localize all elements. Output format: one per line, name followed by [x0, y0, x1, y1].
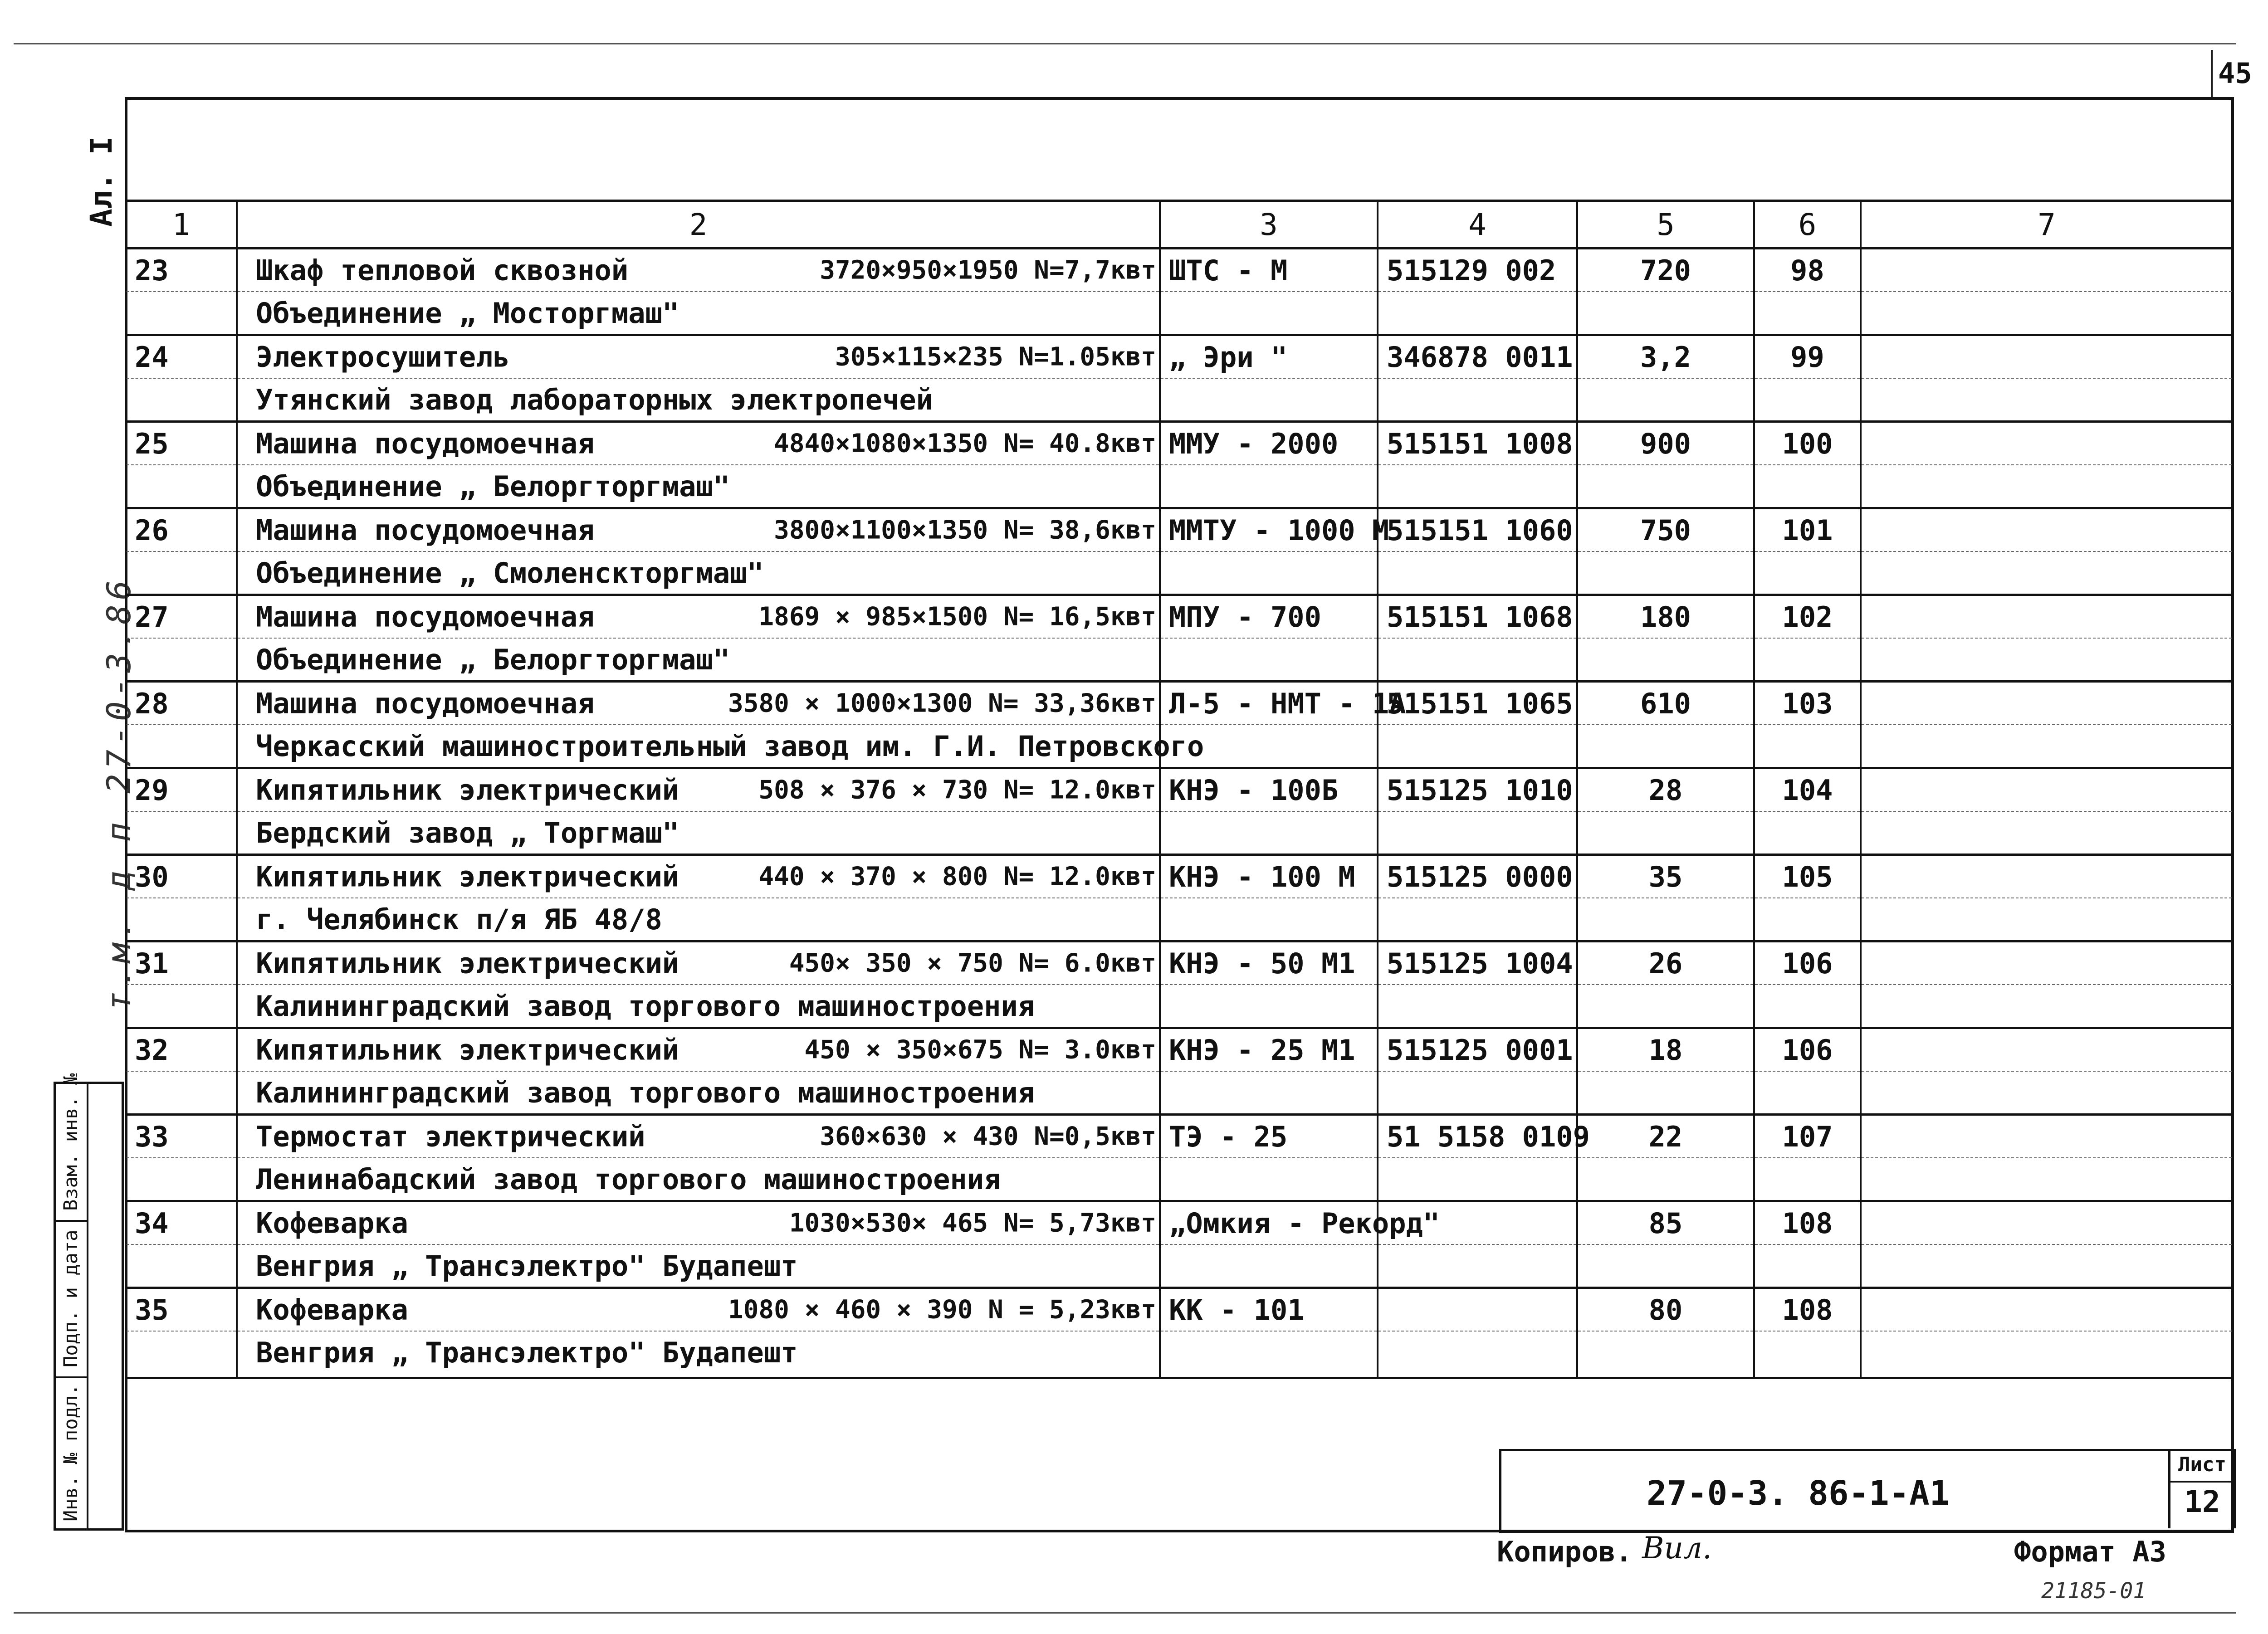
item-number: 29: [126, 768, 237, 812]
empty-cell: [1861, 1158, 2233, 1201]
item-position: 98: [1754, 249, 1861, 292]
empty-cell: [1754, 378, 1861, 422]
album-label: Ал. I: [84, 137, 119, 227]
col-header-3: 3: [1160, 201, 1378, 249]
empty-cell: [126, 898, 237, 941]
table-row-manufacturer: [126, 1071, 2233, 1115]
table-row-blank: [126, 1373, 2233, 1378]
side-stamp-divider-a: [56, 1220, 87, 1222]
table-row-manufacturer: [126, 985, 2233, 1028]
item-note: [1861, 249, 2233, 292]
format-label: Формат А3: [2014, 1535, 2166, 1568]
item-price: 35: [1577, 855, 1754, 898]
item-model: ММУ - 2000: [1160, 422, 1378, 465]
item-spec: 450× 350 × 750 N= 6.0квт: [789, 948, 1156, 978]
item-name-text: Кипятильник электрический: [256, 773, 679, 807]
item-manufacturer: Ленинабадский завод торгового машиностроения: [237, 1158, 1160, 1201]
item-price: 85: [1577, 1201, 1754, 1245]
empty-cell: [1577, 378, 1754, 422]
table-row: [126, 335, 2233, 379]
item-name: [237, 1115, 1160, 1158]
item-model: КК - 101: [1160, 1288, 1378, 1332]
empty-cell: [1378, 1331, 1577, 1373]
item-note: [1861, 422, 2233, 465]
empty-cell: [126, 725, 237, 768]
item-spec: 4840×1080×1350 N= 40.8квт: [774, 429, 1156, 458]
empty-cell: [126, 465, 237, 508]
page-number: 45: [2218, 57, 2252, 90]
table-row: [126, 422, 2233, 465]
item-name-text: Кофеварка: [256, 1206, 408, 1240]
empty-cell: [1861, 1373, 2233, 1378]
empty-cell: [1577, 638, 1754, 682]
item-number: 26: [126, 508, 237, 552]
item-manufacturer: Объединение „ Белоргторгмаш": [237, 465, 1160, 508]
item-spec: 1030×530× 465 N= 5,73квт: [789, 1208, 1156, 1238]
empty-cell: [1754, 292, 1861, 335]
col-header-5: 5: [1577, 201, 1754, 249]
item-manufacturer: Калининградский завод торгового машиностроения: [237, 985, 1160, 1028]
item-name: [237, 1028, 1160, 1072]
empty-cell: [1861, 898, 2233, 941]
item-note: [1861, 855, 2233, 898]
empty-cell: [1160, 1158, 1378, 1201]
table-row: [126, 595, 2233, 639]
empty-cell: [1754, 1071, 1861, 1115]
table-row: [126, 941, 2233, 985]
empty-cell: [1861, 551, 2233, 595]
empty-cell: [1378, 292, 1577, 335]
empty-cell: [1378, 898, 1577, 941]
item-name-text: Электросушитель: [256, 340, 510, 374]
item-manufacturer: Бердский завод „ Торгмаш": [237, 811, 1160, 855]
item-spec: 440 × 370 × 800 N= 12.0квт: [758, 862, 1156, 892]
empty-cell: [1577, 811, 1754, 855]
table-row-manufacturer: [126, 292, 2233, 335]
item-position: 99: [1754, 335, 1861, 379]
table-row: [126, 1028, 2233, 1072]
table-row-manufacturer: [126, 551, 2233, 595]
item-price: 80: [1577, 1288, 1754, 1332]
item-position: 101: [1754, 508, 1861, 552]
item-manufacturer: Объединение „ Смоленскторгмаш": [237, 551, 1160, 595]
item-note: [1861, 335, 2233, 379]
item-name-text: Машина посудомоечная: [256, 427, 595, 460]
empty-cell: [126, 1331, 237, 1373]
item-name: [237, 422, 1160, 465]
item-spec: 508 × 376 × 730 N= 12.0квт: [758, 775, 1156, 805]
specification-table: [125, 200, 2234, 1379]
item-model: МПУ - 700: [1160, 595, 1378, 639]
document-code: 27-0-3. 86-1-А1: [1647, 1474, 1950, 1513]
item-model: ТЭ - 25: [1160, 1115, 1378, 1158]
item-manufacturer: Венгрия „ Трансэлектро" Будапешт: [237, 1244, 1160, 1288]
side-field-inventory: Инв. № подл.: [59, 1384, 82, 1522]
empty-cell: [1378, 638, 1577, 682]
side-stamp-divider: [87, 1084, 88, 1531]
item-name: [237, 855, 1160, 898]
item-name-text: Шкаф тепловой сквозной: [256, 254, 629, 287]
table-row: [126, 249, 2233, 292]
item-price: 720: [1577, 249, 1754, 292]
empty-cell: [237, 1373, 1160, 1378]
side-stamp-code: т.м. д п 27-0-3.86: [100, 576, 138, 1011]
item-note: [1861, 595, 2233, 639]
empty-cell: [126, 811, 237, 855]
item-model: КНЭ - 50 М1: [1160, 941, 1378, 985]
table-row-manufacturer: [126, 1244, 2233, 1288]
item-code: 515125 0001: [1378, 1028, 1577, 1072]
empty-cell: [1861, 292, 2233, 335]
archive-number: 21185-01: [2041, 1578, 2146, 1604]
copied-label: Копиров.: [1497, 1535, 1633, 1568]
item-spec: 3720×950×1950 N=7,7квт: [820, 255, 1156, 285]
empty-cell: [126, 1244, 237, 1288]
table-row: [126, 508, 2233, 552]
empty-cell: [1160, 292, 1378, 335]
item-number: 23: [126, 249, 237, 292]
sheet-number: 12: [2184, 1484, 2220, 1519]
item-price: 180: [1577, 595, 1754, 639]
empty-cell: [1160, 898, 1378, 941]
empty-cell: [1577, 1071, 1754, 1115]
empty-cell: [1160, 638, 1378, 682]
item-note: [1861, 1115, 2233, 1158]
empty-cell: [1754, 638, 1861, 682]
item-model: КНЭ - 25 М1: [1160, 1028, 1378, 1072]
item-code: 515129 002: [1378, 249, 1577, 292]
item-position: 108: [1754, 1201, 1861, 1245]
empty-cell: [1160, 1244, 1378, 1288]
item-price: 3,2: [1577, 335, 1754, 379]
empty-cell: [1861, 985, 2233, 1028]
item-name-text: Кипятильник электрический: [256, 860, 679, 893]
item-note: [1861, 1288, 2233, 1332]
item-number: 25: [126, 422, 237, 465]
item-spec: 3580 × 1000×1300 N= 33,36квт: [728, 688, 1156, 718]
copied-signature: Вил.: [1642, 1531, 1712, 1566]
empty-cell: [1577, 1373, 1754, 1378]
empty-cell: [1378, 1244, 1577, 1288]
item-number: 30: [126, 855, 237, 898]
item-spec: 305×115×235 N=1.05квт: [835, 342, 1156, 372]
item-note: [1861, 1028, 2233, 1072]
item-spec: 360×630 × 430 N=0,5квт: [820, 1122, 1156, 1151]
item-name-text: Термостат электрический: [256, 1120, 645, 1153]
empty-cell: [1754, 985, 1861, 1028]
header-row: [126, 201, 2233, 249]
empty-cell: [1861, 378, 2233, 422]
empty-cell: [126, 551, 237, 595]
item-position: 107: [1754, 1115, 1861, 1158]
side-stamp-box: [54, 1073, 124, 1531]
item-position: 104: [1754, 768, 1861, 812]
item-number: 24: [126, 335, 237, 379]
empty-cell: [1378, 465, 1577, 508]
item-model: Л-5 - НМТ - 1А: [1160, 682, 1378, 725]
item-manufacturer: Утянский завод лабораторных электропечей: [237, 378, 1160, 422]
item-manufacturer: Черкасский машиностроительный завод им. Г.И. Петровского: [237, 725, 1160, 768]
item-number: 34: [126, 1201, 237, 1245]
item-model: КНЭ - 100 М: [1160, 855, 1378, 898]
item-name-text: Кофеварка: [256, 1293, 408, 1327]
empty-cell: [1754, 1244, 1861, 1288]
empty-cell: [1378, 811, 1577, 855]
item-name-text: Кипятильник электрический: [256, 1033, 679, 1067]
empty-cell: [1160, 1071, 1378, 1115]
col-header-1: 1: [126, 201, 237, 249]
empty-cell: [1378, 985, 1577, 1028]
empty-cell: [1577, 1158, 1754, 1201]
empty-cell: [1378, 1071, 1577, 1115]
empty-cell: [1160, 985, 1378, 1028]
item-price: 900: [1577, 422, 1754, 465]
item-name: [237, 249, 1160, 292]
sheet-box: [2168, 1449, 2236, 1528]
empty-cell: [1861, 1071, 2233, 1115]
table-row-manufacturer: [126, 378, 2233, 422]
item-name-text: Кипятильник электрический: [256, 946, 679, 980]
item-name: [237, 1201, 1160, 1245]
frame-top: [125, 97, 2234, 100]
empty-cell: [1160, 551, 1378, 595]
item-position: 105: [1754, 855, 1861, 898]
item-name: [237, 941, 1160, 985]
item-name-text: Машина посудомоечная: [256, 687, 595, 720]
empty-cell: [126, 292, 237, 335]
empty-cell: [1577, 898, 1754, 941]
empty-cell: [1577, 551, 1754, 595]
empty-cell: [1378, 1373, 1577, 1378]
item-price: 18: [1577, 1028, 1754, 1072]
empty-cell: [1378, 378, 1577, 422]
empty-cell: [1754, 725, 1861, 768]
item-model: ММТУ - 1000 М: [1160, 508, 1378, 552]
empty-cell: [1378, 551, 1577, 595]
item-spec: 450 × 350×675 N= 3.0квт: [804, 1035, 1156, 1065]
empty-cell: [1160, 1331, 1378, 1373]
empty-cell: [1754, 811, 1861, 855]
side-field-replaced: Взам. инв. №: [59, 1073, 82, 1211]
item-manufacturer: Объединение „ Белоргторгмаш": [237, 638, 1160, 682]
col-header-6: 6: [1754, 201, 1861, 249]
item-model: ШТС - М: [1160, 249, 1378, 292]
item-code: 515151 1060: [1378, 508, 1577, 552]
empty-cell: [126, 1158, 237, 1201]
item-spec: 1869 × 985×1500 N= 16,5квт: [758, 602, 1156, 632]
item-code: 515151 1068: [1378, 595, 1577, 639]
item-code: 51 5158 0109: [1378, 1115, 1577, 1158]
col-header-7: 7: [1861, 201, 2233, 249]
title-block: [1499, 1449, 2234, 1533]
table-row-manufacturer: [126, 725, 2233, 768]
empty-cell: [1577, 1331, 1754, 1373]
item-manufacturer: Объединение „ Мосторгмаш": [237, 292, 1160, 335]
item-number: 33: [126, 1115, 237, 1158]
empty-cell: [1861, 1331, 2233, 1373]
empty-cell: [1577, 465, 1754, 508]
table-row: [126, 855, 2233, 898]
item-name: [237, 335, 1160, 379]
empty-cell: [1160, 1373, 1378, 1378]
item-number: 31: [126, 941, 237, 985]
empty-cell: [1754, 1331, 1861, 1373]
item-name: [237, 768, 1160, 812]
empty-cell: [1861, 725, 2233, 768]
empty-cell: [1861, 811, 2233, 855]
scan-edge-right: [2211, 50, 2213, 100]
item-number: 28: [126, 682, 237, 725]
empty-cell: [126, 985, 237, 1028]
table-row-manufacturer: [126, 898, 2233, 941]
side-stamp-divider-b: [56, 1376, 87, 1378]
empty-cell: [1861, 638, 2233, 682]
empty-cell: [1160, 378, 1378, 422]
item-manufacturer: Венгрия „ Трансэлектро" Будапешт: [237, 1331, 1160, 1373]
item-position: 106: [1754, 1028, 1861, 1072]
item-price: 26: [1577, 941, 1754, 985]
item-model: „Омкия - Рекорд": [1160, 1201, 1378, 1245]
table-row-manufacturer: [126, 1158, 2233, 1201]
item-note: [1861, 682, 2233, 725]
empty-cell: [1754, 465, 1861, 508]
empty-cell: [1378, 725, 1577, 768]
table-row-manufacturer: [126, 638, 2233, 682]
item-price: 28: [1577, 768, 1754, 812]
empty-cell: [1378, 1158, 1577, 1201]
item-price: 610: [1577, 682, 1754, 725]
empty-cell: [1754, 1158, 1861, 1201]
item-spec: 1080 × 460 × 390 N = 5,23квт: [728, 1295, 1156, 1325]
item-note: [1861, 941, 2233, 985]
item-position: 108: [1754, 1288, 1861, 1332]
table-row-manufacturer: [126, 465, 2233, 508]
item-manufacturer: Калининградский завод торгового машиностроения: [237, 1071, 1160, 1115]
empty-cell: [1577, 292, 1754, 335]
table-body: [126, 249, 2233, 1378]
item-position: 102: [1754, 595, 1861, 639]
item-name: [237, 508, 1160, 552]
item-position: 103: [1754, 682, 1861, 725]
item-model: „ Эри ": [1160, 335, 1378, 379]
empty-cell: [1160, 811, 1378, 855]
item-code: 515151 1008: [1378, 422, 1577, 465]
col-header-4: 4: [1378, 201, 1577, 249]
item-number: 27: [126, 595, 237, 639]
table-row: [126, 768, 2233, 812]
table-row: [126, 1201, 2233, 1245]
item-price: 750: [1577, 508, 1754, 552]
table-row-manufacturer: [126, 1331, 2233, 1373]
item-note: [1861, 768, 2233, 812]
item-code: [1378, 1288, 1577, 1332]
item-code: 515125 0000: [1378, 855, 1577, 898]
side-field-signature: Подп. и дата: [59, 1229, 82, 1367]
empty-cell: [1160, 465, 1378, 508]
item-name-text: Машина посудомоечная: [256, 513, 595, 547]
empty-cell: [1861, 1244, 2233, 1288]
item-note: [1861, 1201, 2233, 1245]
item-code: 515125 1004: [1378, 941, 1577, 985]
scan-edge-top: [14, 43, 2236, 44]
item-name: [237, 1288, 1160, 1332]
sheet-label: Лист: [2170, 1449, 2234, 1483]
empty-cell: [126, 378, 237, 422]
item-number: 35: [126, 1288, 237, 1332]
empty-cell: [1754, 898, 1861, 941]
item-name: [237, 682, 1160, 725]
item-note: [1861, 508, 2233, 552]
item-name: [237, 595, 1160, 639]
empty-cell: [1577, 985, 1754, 1028]
item-model: КНЭ - 100Б: [1160, 768, 1378, 812]
item-price: 22: [1577, 1115, 1754, 1158]
empty-cell: [1577, 725, 1754, 768]
col-header-2: 2: [237, 201, 1160, 249]
empty-cell: [1577, 1244, 1754, 1288]
table-row: [126, 1288, 2233, 1332]
empty-cell: [126, 638, 237, 682]
item-position: 106: [1754, 941, 1861, 985]
scan-edge-bottom: [14, 1612, 2236, 1614]
table-row-manufacturer: [126, 811, 2233, 855]
empty-cell: [1861, 465, 2233, 508]
empty-cell: [126, 1071, 237, 1115]
empty-cell: [1754, 1373, 1861, 1378]
table-row: [126, 1115, 2233, 1158]
empty-cell: [1754, 551, 1861, 595]
empty-cell: [126, 1373, 237, 1378]
table-row: [126, 682, 2233, 725]
item-code: 515125 1010: [1378, 768, 1577, 812]
item-manufacturer: г. Челябинск п/я ЯБ 48/8: [237, 898, 1160, 941]
item-code: 515151 1065: [1378, 682, 1577, 725]
item-code: 346878 0011: [1378, 335, 1577, 379]
item-number: 32: [126, 1028, 237, 1072]
item-name-text: Машина посудомоечная: [256, 600, 595, 634]
item-spec: 3800×1100×1350 N= 38,6квт: [774, 515, 1156, 545]
item-position: 100: [1754, 422, 1861, 465]
